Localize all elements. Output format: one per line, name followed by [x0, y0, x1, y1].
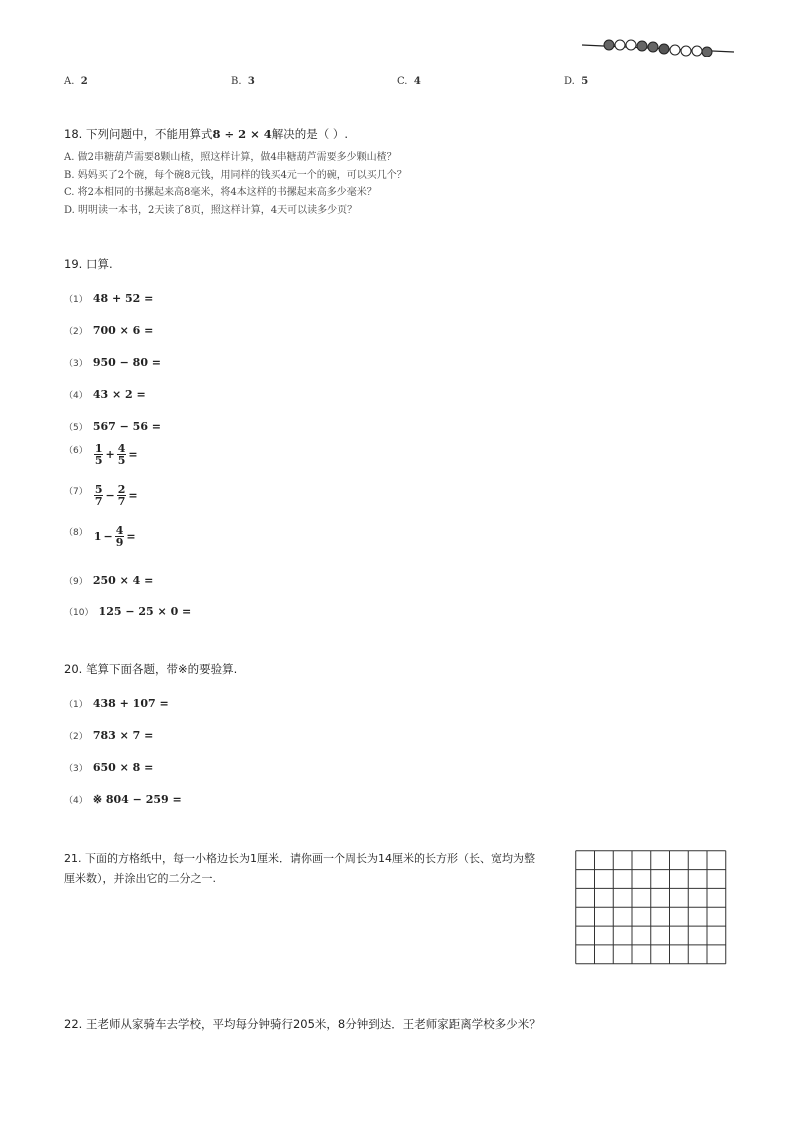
- q17-option-c[interactable]: C. 4: [397, 76, 421, 87]
- q19-item-6: $^{(6)}$ $\frac{1}{5}$ + $\frac{4}{5}$ =: [64, 442, 138, 467]
- q21-question: 21. 下面的方格纸中，每一小格边长为1厘米．请你画一个周长为14厘米的长方形（长、宽均为整 厘米数），并涂出它的二分之一.: [64, 852, 535, 885]
- fraction: $\frac{4}{9}$: [115, 524, 124, 549]
- fraction: $\frac{5}{7}$: [94, 483, 103, 508]
- q18-title: 18. 下列问题中，不能用算式8 ÷ 2 × 4解决的是（ ）.: [64, 127, 349, 141]
- q18-choice-d[interactable]: D. 明明读一本书，2天读了8页，照这样计算，4天可以读多少页？: [64, 204, 358, 216]
- fraction: $\frac{1}{5}$: [94, 442, 103, 467]
- bead-decoration: [582, 37, 734, 57]
- q19-item-5: （5） 567 − 56 =: [64, 420, 162, 433]
- q19-item-1: （1） 48 + 52 =: [64, 292, 154, 305]
- q20-item-4: （4） ※ 804 − 259 =: [64, 793, 182, 806]
- fraction: $\frac{2}{7}$: [117, 483, 126, 508]
- q17-option-d[interactable]: D. 5: [564, 76, 589, 87]
- q19-title: 19. 口算.: [64, 257, 113, 271]
- q20-item-2: （2） 783 × 7 =: [64, 729, 154, 742]
- q17-option-a[interactable]: A. 2: [64, 76, 88, 87]
- q19-item-3: （3） 950 − 80 =: [64, 356, 162, 369]
- q19-item-9: （9） 250 × 4 =: [64, 574, 154, 587]
- q20-title: 20. 笔算下面各题，带※的要验算.: [64, 662, 238, 676]
- q18-choice-a[interactable]: A. 做2串糖葫芦需要8颗山楂，照这样计算，做4串糖葫芦需要多少颗山楂？: [64, 152, 397, 163]
- q19-item-10: （10） 125 − 25 × 0 =: [64, 605, 192, 618]
- q17-option-b[interactable]: B. 3: [231, 76, 255, 87]
- q18-choices: [64, 149, 407, 219]
- q19-item-7: $^{(7)}$ $\frac{5}{7}$ − $\frac{2}{7}$ =: [64, 483, 138, 508]
- fraction: $\frac{4}{5}$: [117, 442, 126, 467]
- q19-item-4: （4） 43 × 2 =: [64, 388, 146, 401]
- q18-choice-c[interactable]: C. 将2本相同的书摞起来高8毫米，将4本这样的书摞起来高多少毫米？: [64, 187, 377, 198]
- q22-question: 22. 王老师从家骑车去学校，平均每分钟骑行205米，8分钟到达．王老师家距离学校多少米？: [64, 1017, 541, 1031]
- q18-choice-b[interactable]: B. 妈妈买了2个碗，每个碗8元钱，用同样的钱买4元一个的碗，可以买几个？: [64, 169, 407, 181]
- grid-paper[interactable]: [575, 850, 727, 965]
- q19-item-2: （2） 700 × 6 =: [64, 324, 154, 337]
- q19-item-8: $^{(8)}$ 1 − $\frac{4}{9}$ =: [64, 524, 136, 549]
- q20-item-3: （3） 650 × 8 =: [64, 761, 154, 774]
- q20-item-1: （1） 438 + 107 =: [64, 697, 169, 710]
